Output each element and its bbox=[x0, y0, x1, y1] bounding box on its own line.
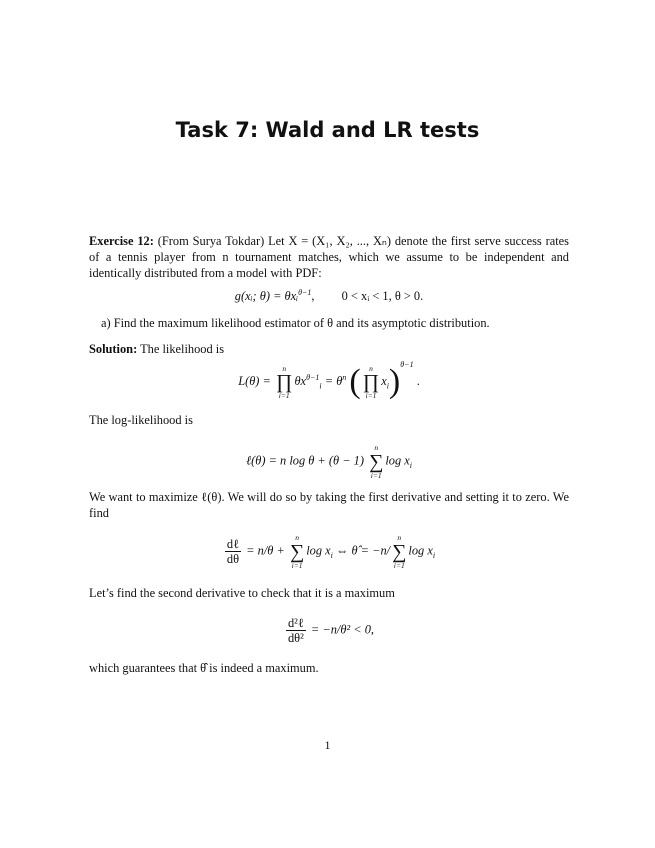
sum-upper: n bbox=[374, 443, 379, 452]
loglik-rhs: log x bbox=[385, 453, 410, 468]
pdf-equation bbox=[89, 288, 569, 304]
frac2-den: dθ² bbox=[287, 631, 304, 646]
second-derivative-fraction bbox=[286, 616, 306, 646]
solution-text: The likelihood is bbox=[140, 342, 225, 356]
sum-lower: i=1 bbox=[370, 470, 382, 480]
derivative-equation bbox=[89, 534, 569, 569]
deriv-part4: log x bbox=[408, 543, 433, 558]
loglik-sub: i bbox=[409, 460, 413, 470]
pdf-exponent: θ−1 bbox=[298, 288, 312, 297]
pdf-lhs: g(xᵢ; θ) = θxᵢ bbox=[234, 289, 299, 304]
page-number: 1 bbox=[324, 738, 331, 752]
lik-theta-n: = θ bbox=[324, 374, 343, 388]
item-a: a) Find the maximum likelihood estimator of θ and its asymptotic distribution. bbox=[101, 316, 490, 330]
prod-lower: i=1 bbox=[278, 391, 290, 401]
prod-symbol: ∏ bbox=[276, 371, 293, 394]
sum-operator bbox=[369, 444, 383, 479]
lik-inner-sub: i bbox=[386, 381, 389, 391]
sum3-symbol: ∑ bbox=[392, 540, 407, 563]
sum-operator-2 bbox=[290, 534, 304, 569]
sum2-lower: i=1 bbox=[291, 560, 303, 570]
prod-upper: n bbox=[282, 363, 287, 373]
solution-paragraph bbox=[89, 341, 569, 357]
second-derivative-equation bbox=[89, 616, 569, 646]
lik-n-exp: n bbox=[342, 372, 347, 382]
solution-label: Solution: bbox=[89, 342, 138, 356]
prod2-upper: n bbox=[369, 363, 373, 373]
sum2-upper: n bbox=[295, 533, 299, 542]
lik-lhs: L(θ) = bbox=[238, 374, 271, 388]
exercise-label: Exercise 12: bbox=[89, 234, 154, 248]
deriv-part2: log x bbox=[306, 543, 331, 558]
lik-outer-exp: θ−1 bbox=[400, 360, 414, 369]
loglik-lhs: ℓ(θ) = n log θ + (θ − 1) bbox=[245, 453, 364, 468]
deriv-sub: i bbox=[330, 550, 333, 560]
likelihood-equation: L(θ) = n ∏ i=1 $\theta x^{\theta-1}_i = \theta^n$ ( n ∏ i=1 $x_i)^{\theta-1}$ . bbox=[238, 360, 420, 401]
lik-inner: x bbox=[381, 374, 387, 388]
loglik-intro: The log-likelihood is bbox=[89, 413, 193, 427]
prod2-symbol: ∏ bbox=[362, 371, 380, 394]
pdf-comma: , bbox=[311, 289, 315, 304]
exercise-text: (From Surya Tokdar) Let X = (X₁, X₂, ..., Xₙ) denote the first serve success rates of a tennis player from n tournament matches, which we assume to be independent and identically distributed from a model with PDF: bbox=[89, 234, 569, 280]
lik-term: θx bbox=[294, 374, 307, 388]
sum-operator-3 bbox=[392, 534, 406, 569]
deriv-sub-2: i bbox=[432, 550, 436, 560]
lik-term-sub: i bbox=[319, 381, 322, 391]
sum3-lower: i=1 bbox=[393, 560, 405, 570]
sum-symbol: ∑ bbox=[369, 450, 384, 473]
first-derivative-fraction bbox=[225, 537, 241, 567]
conclusion-paragraph: which guarantees that θ̂ is indeed a maximum. bbox=[89, 661, 319, 675]
product-operator bbox=[276, 365, 292, 400]
loglik-equation bbox=[89, 444, 569, 479]
frac-num: dℓ bbox=[226, 536, 240, 551]
frac2-num: d²ℓ bbox=[287, 616, 304, 630]
sum2-symbol: ∑ bbox=[289, 540, 305, 563]
pdf-condition: 0 < xᵢ < 1, θ > 0. bbox=[341, 289, 424, 304]
product-operator-2 bbox=[363, 365, 379, 400]
sum3-upper: n bbox=[397, 533, 402, 542]
second-rhs: = −n/θ² < 0, bbox=[310, 622, 375, 637]
lik-period: . bbox=[416, 374, 420, 388]
lik-term-exp: θ−1 bbox=[306, 372, 320, 382]
maximize-paragraph: We want to maximize ℓ(θ). We will do so by taking the first derivative and setting it to zero. We find bbox=[89, 490, 569, 520]
exercise-paragraph bbox=[89, 233, 569, 281]
page-title: Task 7: Wald and LR tests bbox=[175, 118, 480, 142]
deriv-part1: = n/θ + bbox=[246, 543, 285, 558]
deriv-part3: ⇔ θ̂ = −n/ bbox=[335, 543, 391, 558]
frac-den: dθ bbox=[226, 552, 240, 566]
prod2-lower: i=1 bbox=[365, 391, 377, 401]
second-derivative-intro: Let’s find the second derivative to check that it is a maximum bbox=[89, 586, 395, 600]
